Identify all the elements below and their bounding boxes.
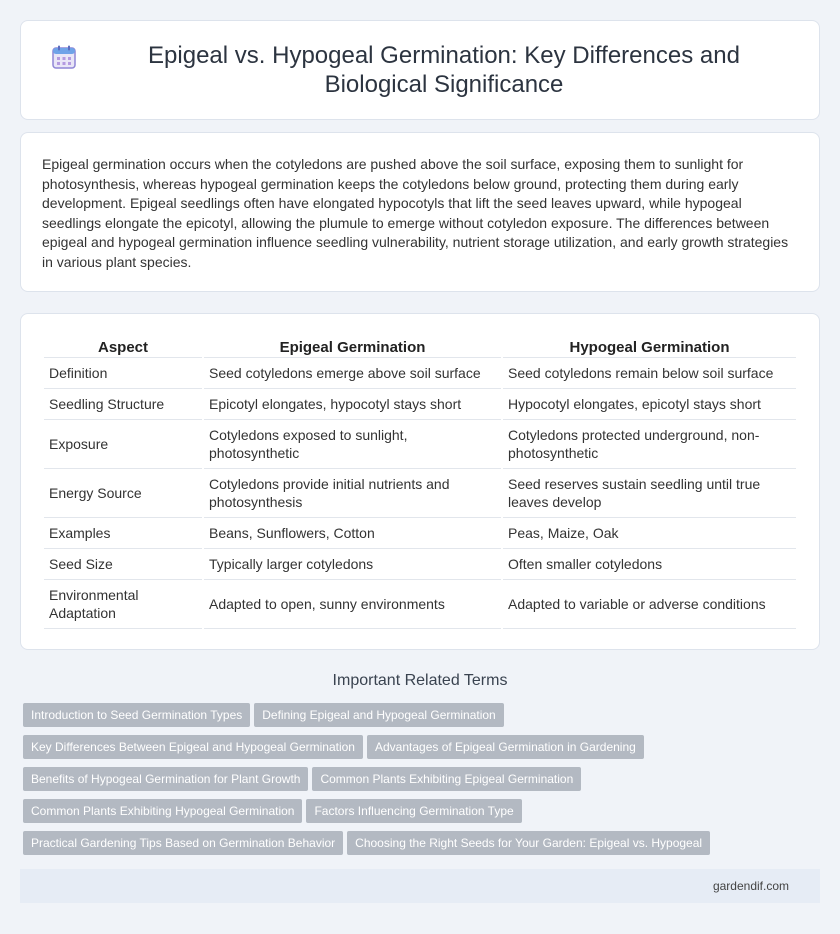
table-cell: Seed cotyledons emerge above soil surface — [204, 358, 501, 389]
table-cell: Cotyledons provide initial nutrients and photosynthesis — [204, 469, 501, 518]
related-term-tag[interactable]: Common Plants Exhibiting Epigeal Germination — [312, 767, 581, 791]
table-cell: Beans, Sunflowers, Cotton — [204, 518, 501, 549]
table-cell: Seed cotyledons remain below soil surface — [503, 358, 796, 389]
intro-text: Epigeal germination occurs when the cotyledons are pushed above the soil surface, exposing them to sunlight for photosynthesis, whereas hypogeal germination keeps the cotyledons below ground, protecting them during early development. Epigeal seedlings often have elongated hypocotyls that lift the seed leaves upward, while hypogeal seedlings elongate the epicotyl, allowing the plumule to emerge without cotyledon exposure. The differences between epigeal and hypogeal germination influence seedling vulnerability, nutrient storage utilization, and early growth strategies in various plant species. — [42, 156, 789, 270]
table-cell: Energy Source — [44, 469, 202, 518]
table-row — [44, 580, 796, 629]
page-title: Epigeal vs. Hypogeal Germination: Key Differences and Biological Significance — [148, 42, 740, 98]
table-cell: Peas, Maize, Oak — [503, 518, 796, 549]
related-terms-list — [0, 703, 840, 863]
intro-section — [20, 132, 820, 292]
table-cell: Adapted to open, sunny environments — [204, 580, 501, 629]
table-row — [44, 420, 796, 469]
related-term-tag[interactable]: Common Plants Exhibiting Hypogeal Germination — [23, 799, 302, 823]
table-row — [44, 389, 796, 420]
table-cell: Seedling Structure — [44, 389, 202, 420]
table-row — [44, 518, 796, 549]
related-term-tag[interactable]: Advantages of Epigeal Germination in Gardening — [367, 735, 644, 759]
table-cell: Cotyledons protected underground, non-photosynthetic — [503, 420, 796, 469]
table-cell: Hypocotyl elongates, epicotyl stays short — [503, 389, 796, 420]
footer-site-link[interactable]: gardendif.com — [712, 879, 789, 893]
related-term-tag[interactable]: Key Differences Between Epigeal and Hypogeal Germination — [23, 735, 363, 759]
related-term-tag[interactable]: Practical Gardening Tips Based on Germination Behavior — [23, 831, 343, 855]
table-cell: Cotyledons exposed to sunlight, photosynthetic — [204, 420, 501, 469]
table-cell: Epicotyl elongates, hypocotyl stays short — [204, 389, 501, 420]
table-row — [44, 469, 796, 518]
table-cell: Exposure — [44, 420, 202, 469]
table-cell: Environmental Adaptation — [44, 580, 202, 629]
table-cell: Definition — [44, 358, 202, 389]
related-terms-title: Important Related Terms — [332, 672, 508, 689]
related-term-tag[interactable]: Benefits of Hypogeal Germination for Plant Growth — [23, 767, 308, 791]
table-row — [44, 549, 796, 580]
comparison-table — [42, 334, 798, 629]
related-term-tag[interactable]: Introduction to Seed Germination Types — [23, 703, 250, 727]
comparison-section — [20, 313, 820, 650]
table-cell: Often smaller cotyledons — [503, 549, 796, 580]
table-cell: Examples — [44, 518, 202, 549]
table-cell: Adapted to variable or adverse conditions — [503, 580, 796, 629]
table-header-cell: Hypogeal Germination — [503, 334, 796, 358]
table-header-row — [44, 334, 796, 358]
calendar-icon — [51, 44, 77, 70]
table-header-cell: Epigeal Germination — [204, 334, 501, 358]
table-cell: Seed reserves sustain seedling until true leaves develop — [503, 469, 796, 518]
page-header — [20, 20, 820, 120]
table-cell: Seed Size — [44, 549, 202, 580]
related-term-tag[interactable]: Factors Influencing Germination Type — [306, 799, 521, 823]
footer — [20, 869, 820, 903]
table-header-cell: Aspect — [44, 334, 202, 358]
related-terms-section — [0, 672, 840, 863]
related-term-tag[interactable]: Defining Epigeal and Hypogeal Germination — [254, 703, 503, 727]
table-cell: Typically larger cotyledons — [204, 549, 501, 580]
table-row — [44, 358, 796, 389]
related-term-tag[interactable]: Choosing the Right Seeds for Your Garden: Epigeal vs. Hypogeal — [347, 831, 710, 855]
